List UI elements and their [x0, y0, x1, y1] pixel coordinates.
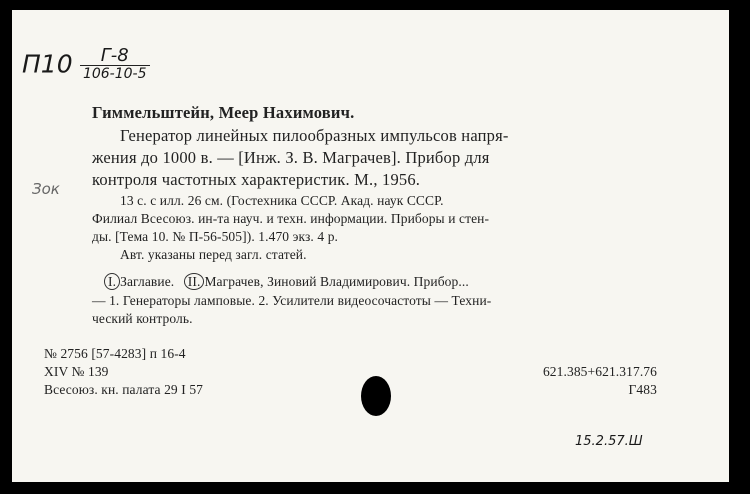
title-line-2: жения до 1000 в. — [Инж. З. В. Маграчев]. Прибор для — [92, 148, 490, 167]
card-punch-hole — [361, 376, 391, 416]
shelfmark-prefix: П10 — [22, 49, 73, 79]
footer-right-2: Г483 — [628, 382, 657, 397]
footer-left-2: XIV № 139 — [44, 364, 109, 379]
title-line-3: контроля частотных характеристик. М., 1956. — [92, 170, 421, 189]
description-line-3: ды. [Тема 10. № П-56-505]). 1.470 экз. 4 р. — [92, 229, 339, 244]
tracing-line-2: — 1. Генераторы ламповые. 2. Усилители видеосочастоты — Техни- — [92, 293, 492, 308]
author-heading: Гиммельштейн, Меер Нахимович. — [92, 103, 355, 122]
footer-right-1: 621.385+621.317.76 — [542, 364, 657, 379]
tracing-entry-one: Заглавие. — [120, 274, 175, 289]
tracing-line-3: ческий контроль. — [92, 311, 193, 326]
shelfmark — [22, 46, 150, 82]
handwritten-date: 15.2.57.Ш — [575, 434, 643, 449]
tracing-entry-two: Маграчев, Зиновий Владимирович. Прибор... — [204, 274, 469, 289]
title-line-1: Генератор линейных пилообразных импульсов напря- — [120, 126, 509, 145]
footer-left-1: № 2756 [57-4283] п 16-4 — [44, 346, 186, 361]
margin-note: Зок — [32, 180, 60, 198]
tracing-roman-two: II. — [184, 273, 205, 290]
tracing-roman-one: I. — [104, 273, 120, 290]
description-line-1: 13 с. с илл. 26 см. (Гостехника СССР. Акад. наук СССР. — [120, 193, 444, 208]
footer-left-3: Всесоюз. кн. палата 29 I 57 — [44, 382, 204, 397]
description-line-4: Авт. указаны перед загл. статей. — [120, 247, 307, 262]
tracing-line-1 — [104, 274, 469, 290]
shelfmark-denominator: 106-10-5 — [82, 66, 147, 82]
shelfmark-numerator: Г-8 — [100, 45, 129, 66]
catalog-card — [12, 10, 729, 482]
description-line-2: Филиал Всесоюз. ин-та науч. и техн. информации. Приборы и стен- — [92, 211, 490, 226]
